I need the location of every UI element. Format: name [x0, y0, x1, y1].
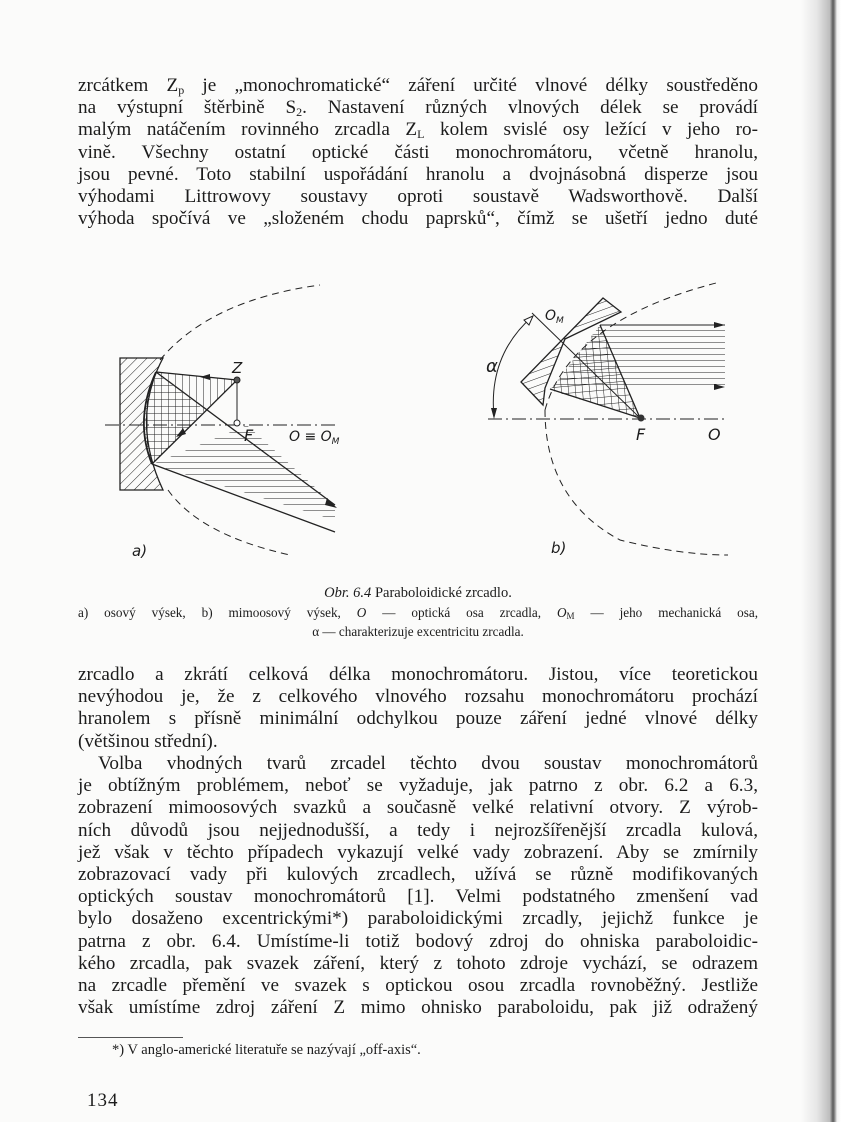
footnote: *) V anglo-americké literatuře se nazývají „off-axis“.: [112, 1042, 421, 1058]
focus-point-f: [638, 415, 645, 422]
text-line: malým natáčením rovinného zrcadla $Z_L$ kolem svislé osy ležící v jeho ro-: [78, 119, 758, 142]
label-o-equals-om: $O \equiv O_M$: [289, 429, 340, 447]
label-f: F: [244, 426, 254, 445]
focus-point-f: [234, 420, 240, 426]
book-binding-shadow: [801, 0, 841, 1122]
footnote-divider: [78, 1037, 183, 1038]
text-line: hranolem s přísně minimální odchylkou pouze záření jedné vlnové délky: [78, 708, 758, 730]
paraboloid-outline-dashed: [160, 285, 320, 360]
text-line: jež však v těchto případech vykazují velké vady zobrazení. Aby se zmírnily: [78, 841, 758, 863]
text-line: výhodami Littrowovy soustavy oproti soustavě Wadsworthově. Další: [78, 185, 758, 207]
figure-caption-title: Obr. 6.4 Paraboloidické zrcadlo.: [324, 585, 512, 601]
text-line: výhoda spočívá ve „složeném chodu paprsků“, čímž se ušetří jedno duté: [78, 208, 758, 230]
text-line: však umístíme zdroj záření Z mimo ohnisko paraboloidu, pak již odražený: [78, 997, 758, 1019]
label-o: O: [708, 425, 721, 444]
figure-paraboloid-mirror: [90, 270, 770, 575]
text-line: zobrazení mimoosových svazků a současně velké relativní otvory. Z výrob-: [78, 797, 758, 819]
paragraph-2: [78, 664, 758, 753]
text-line: zrcátkem $Z_p$ je „monochromatické“ záření určité vlnové délky soustředěno: [78, 75, 758, 97]
label-om: $O_M$: [545, 308, 564, 326]
label-z: Z: [232, 359, 243, 377]
text-line: (většinou střední).: [78, 730, 218, 752]
text-line: na zrcadle přemění ve svazek s optickou osou zrcadla rovnoběžný. Jestliže: [78, 974, 758, 996]
panel-b-off-axis-section: [486, 282, 728, 557]
paragraph-3: [78, 753, 758, 1019]
panel-a-axial-section: [105, 285, 340, 560]
text-line: bylo dosaženo excentrickými*) paraboloidickými zrcadly, jejichž funkce je: [78, 908, 758, 930]
text-line: jsou pevné. Toto stabilní uspořádání hranolu a dvojnásobná disperze jsou: [78, 163, 758, 185]
alpha-angle-arc: [493, 316, 533, 417]
figure-caption-body: a) osový výsek, b) mimoosový výsek, O — optická osa zrcadla, OM — jeho mechanická osa, α — charakterizuje excentricitu zrcadla.: [78, 605, 758, 639]
panel-b-label: b): [551, 539, 567, 557]
label-alpha: α: [486, 356, 498, 377]
text-line: vině. Všechny ostatní optické části monochromátoru, včetně hranolu,: [78, 141, 758, 163]
text-line: je obtížným problémem, neboť se vyžaduje, jak patrno z obr. 6.2 a 6.3,: [78, 775, 758, 797]
text-line: nevýhodou je, že z celkového vlnového rozsahu monochromátoru prochází: [78, 686, 758, 708]
text-line: Volba vhodných tvarů zrcadel těchto dvou soustav monochromátorů: [98, 753, 758, 774]
text-line: zrcadlo a zkrátí celková délka monochromátoru. Jistou, více teoretickou: [78, 664, 758, 685]
text-line: zobrazovací vady při kulových zrcadlech, užívá se různě modifikovaných: [78, 863, 758, 885]
source-point-z: [234, 377, 240, 383]
text-line: kého zrcadla, pak svazek záření, který z tohoto zdroje vychází, se odrazem: [78, 952, 758, 974]
text-line: optických soustav monochromátorů [1]. Velmi podstatného zmenšení vad: [78, 886, 758, 908]
page-number: 134: [87, 1090, 119, 1111]
label-f: F: [636, 425, 646, 444]
panel-a-label: a): [132, 542, 148, 560]
text-line: ních důvodů jsou nejjednodušší, a tedy i nejrozšířenější zrcadla kulová,: [78, 819, 758, 841]
paragraph-1: [78, 75, 758, 230]
text-line: patrna z obr. 6.4. Umístíme-li totiž bodový zdroj do ohniska paraboloidic-: [78, 930, 758, 952]
text-line: na výstupní štěrbině $S_2$. Nastavení různých vlnových délek se provádí: [78, 97, 758, 120]
